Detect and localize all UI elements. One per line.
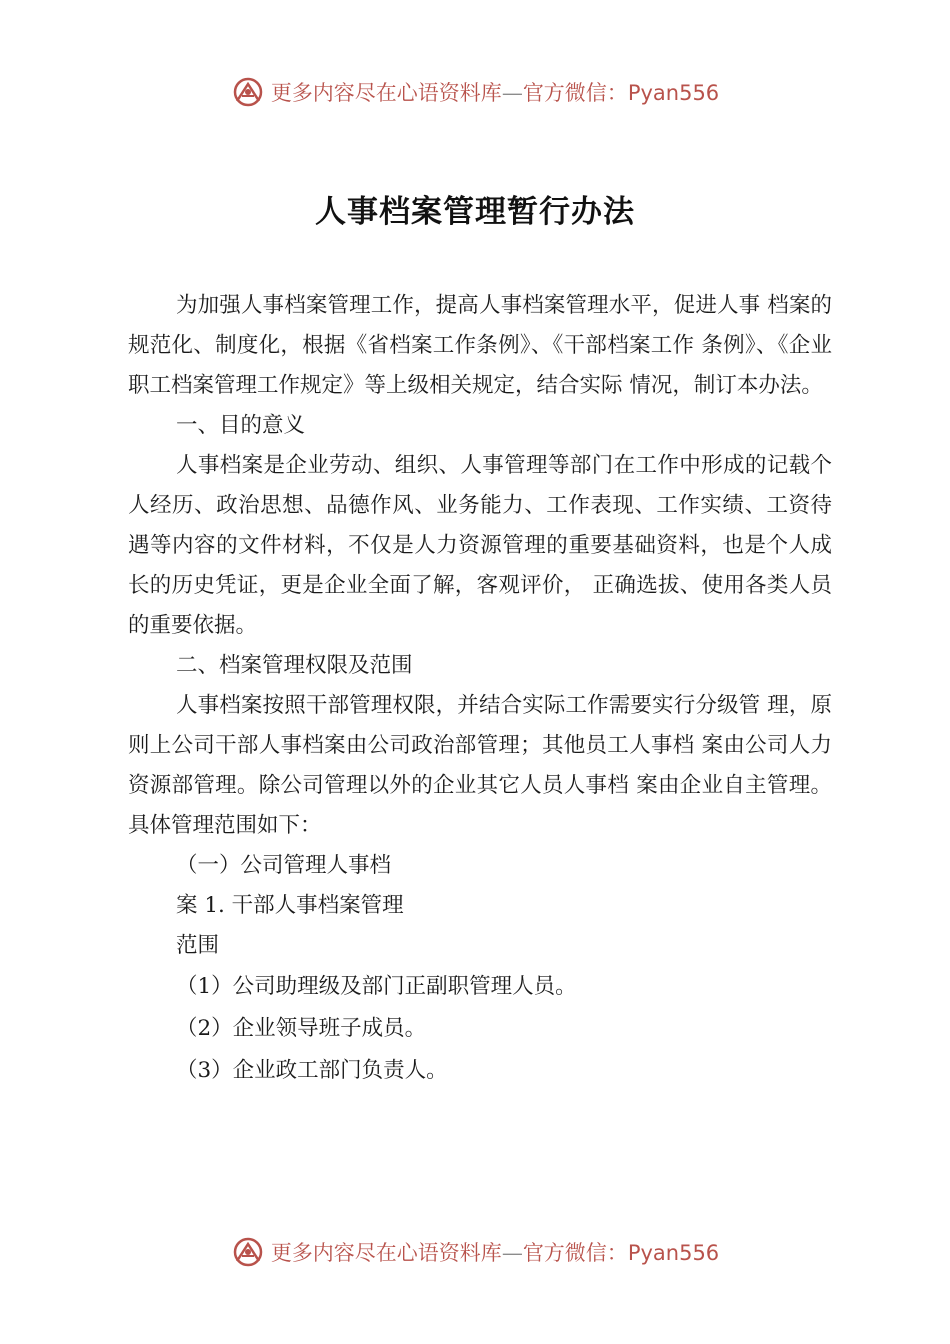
watermark-label: 官方微信： [522, 1241, 628, 1265]
watermark-separator: — [501, 81, 523, 105]
subsection-item: 案 1. 干部人事档案管理 [176, 893, 404, 918]
library-logo-icon [231, 75, 265, 109]
watermark-slogan: 更多内容尽在心语资料库 [270, 1241, 502, 1265]
watermark-wechat-id: Pyan556 [627, 81, 720, 105]
list-item: （1）公司助理级及部门正副职管理人员。 [176, 974, 577, 999]
watermark-wechat-id: Pyan556 [627, 1241, 720, 1265]
list-item: （2）企业领导班子成员。 [176, 1016, 427, 1041]
watermark-separator: — [501, 1241, 523, 1265]
watermark-slogan: 更多内容尽在心语资料库 [270, 81, 502, 105]
purpose-paragraph: 人事档案是企业劳动、组织、人事管理等部门在工作中形成的记载个人经历、政治思想、品德作风、业务能力、工作表现、工作实绩、工资待遇等内容的文件材料，不仅是人力资源管理的重要基础资料，也是个人成长的历史凭证，更是企业全面了解，客观评价， 正确选拔、使用各类人员的重要依据。 [128, 453, 832, 638]
list-item: （3）企业政工部门负责人。 [176, 1058, 448, 1083]
scope-label: 范围 [176, 933, 220, 958]
footer-watermark [0, 1232, 950, 1272]
section-heading-purpose: 一、目的意义 [176, 413, 306, 438]
watermark-text [271, 1237, 719, 1267]
watermark-label: 官方微信： [522, 81, 628, 105]
document-body [128, 286, 832, 1092]
subsection-heading: （一）公司管理人事档 [176, 853, 392, 878]
document-title: 人事档案管理暂行办法 [315, 194, 635, 230]
scope-paragraph: 人事档案按照干部管理权限，并结合实际工作需要实行分级管 理，原则上公司干部人事档案由公司政治部管理；其他员工人事档 案由公司人力资源部管理。除公司管理以外的企业其它人员人事档 案由企业自主管理。具体管理范围如下： [128, 693, 832, 838]
intro-paragraph: 为加强人事档案管理工作，提高人事档案管理水平，促进人事 档案的规范化、制度化，根据《省档案工作条例》、《干部档案工作 条例》、《企业职工档案管理工作规定》等上级相关规定，结合实际 情况，制订本办法。 [128, 293, 832, 398]
library-logo-icon [231, 1235, 265, 1269]
header-watermark [0, 72, 950, 112]
section-heading-scope: 二、档案管理权限及范围 [176, 653, 413, 678]
watermark-text [271, 77, 719, 107]
